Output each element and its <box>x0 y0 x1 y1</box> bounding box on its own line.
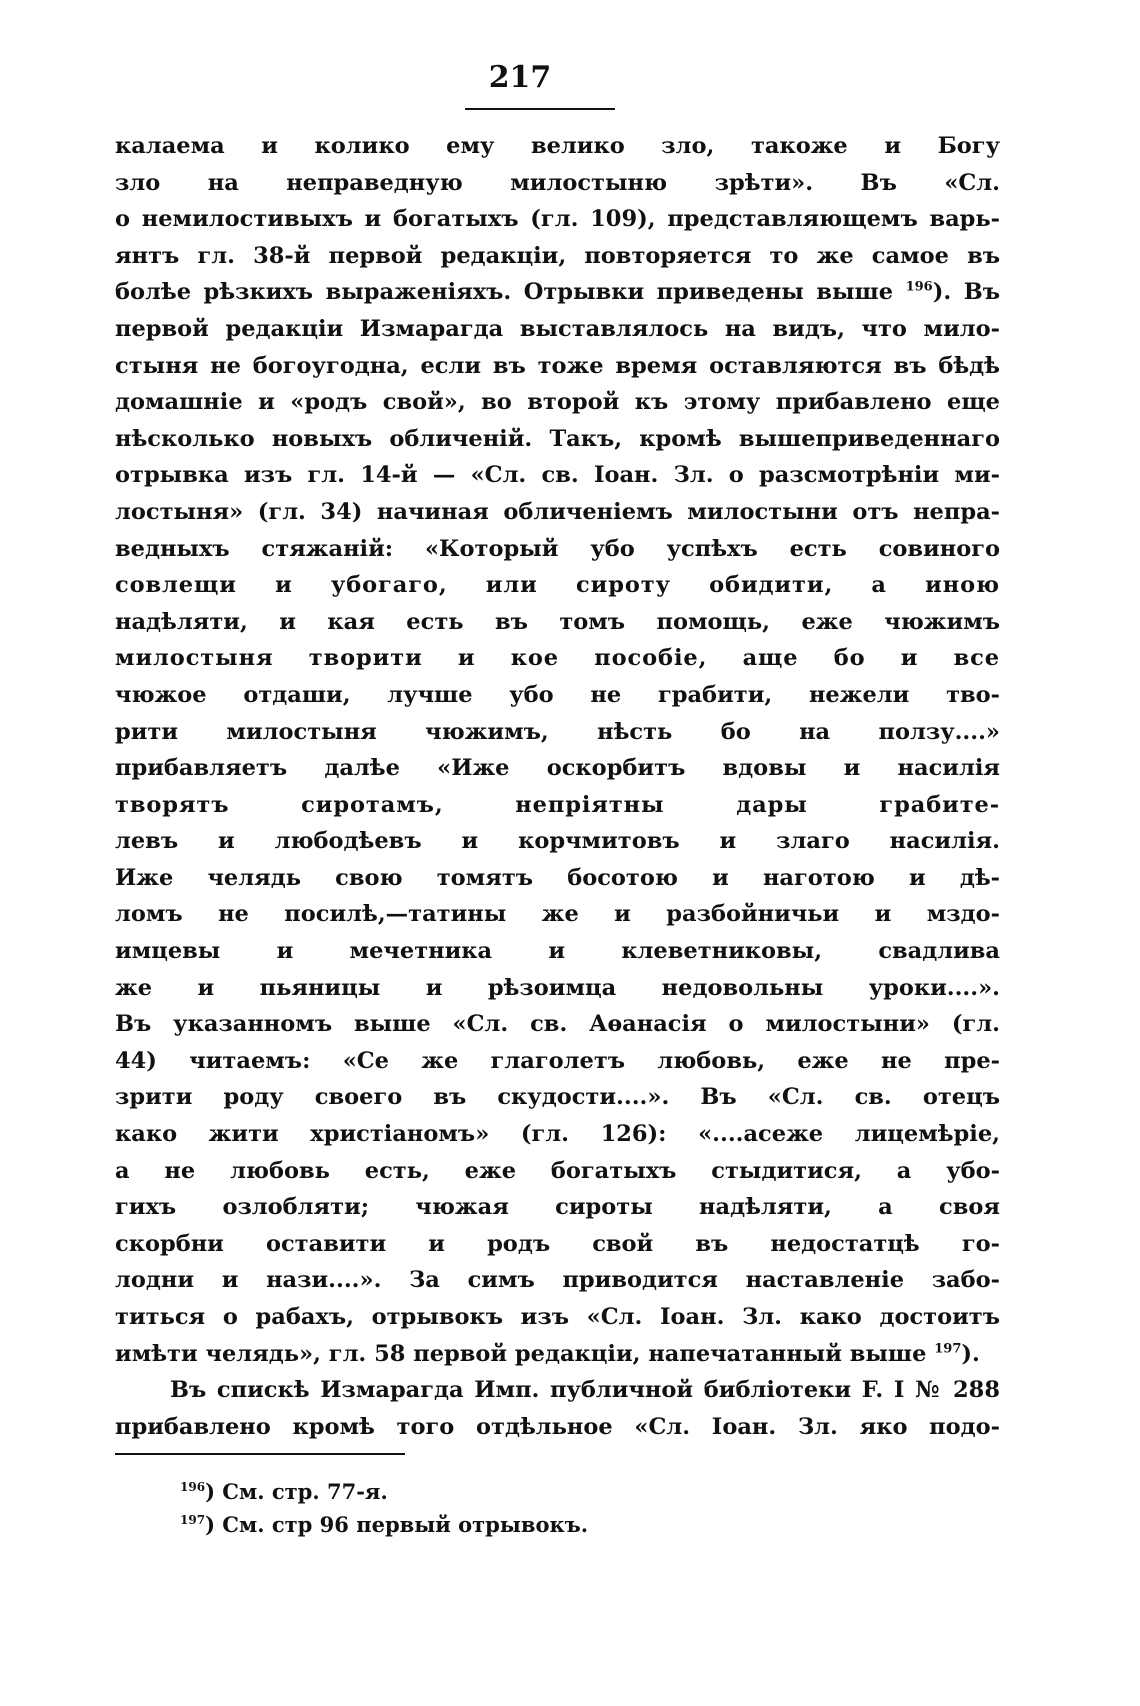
text-line: Иже челядь свою томятъ босотою и наготою и дѣ- <box>115 864 1000 891</box>
text-line: совлещи и убогаго, или сироту обидити, а иною <box>115 572 1000 599</box>
text-line: титься о рабахъ, отрывокъ изъ «Сл. Іоан. Зл. како достоитъ <box>115 1304 1000 1330</box>
text-line: зрити роду своего въ скудости....». Въ «Сл. св. отецъ <box>115 1084 1000 1111</box>
text-line: лостыня» (гл. 34) начиная обличеніемъ милостыни отъ непра- <box>115 498 1000 525</box>
text-line: лодни и нази....». За симъ приводится наставленіе забо- <box>115 1267 1000 1294</box>
text-line: калаема и колико ему велико зло, такоже и Богу <box>115 133 1000 159</box>
text-line: же и пьяницы и рѣзоимца недовольны уроки....». <box>115 974 1000 1001</box>
text-fragment: ). Въ <box>932 279 1001 306</box>
text-line: о немилостивыхъ и богатыхъ (гл. 109), представляющемъ варь- <box>115 206 1000 233</box>
text-line-with-ref <box>115 1336 1000 1373</box>
text-fragment: ). <box>961 1340 980 1367</box>
footnote-mark: 197 <box>180 1513 206 1527</box>
text-line: домашніе и «родъ свой», во второй къ этому прибавлено еще <box>115 389 1000 416</box>
text-line: имцевы и мечетника и клеветниковы, свадлива <box>115 938 1000 965</box>
text-line-with-ref <box>115 274 1000 311</box>
text-line: 44) читаемъ: «Се же глаголетъ любовь, еже не пре- <box>115 1047 1000 1074</box>
footnote-ref: 196 <box>905 279 933 295</box>
footnote-text: ) См. стр 96 первый отрывокъ. <box>205 1512 589 1537</box>
footnote-rule <box>115 1453 405 1455</box>
text-line: рити милостыня чюжимъ, нѣсть бо на ползу....» <box>115 718 1000 745</box>
text-line: левъ и любодѣевъ и корчмитовъ и злаго насилія. <box>115 828 1000 855</box>
text-line: Въ указанномъ выше «Сл. св. Аѳанасія о милостыни» (гл. <box>115 1011 1000 1038</box>
footnote <box>180 1508 880 1541</box>
text-line: зло на неправедную милостыню зрѣти». Въ «Сл. <box>115 169 1000 196</box>
footnote-text: ) См. стр. 77-я. <box>205 1479 388 1504</box>
text-line: имѣти челядь», гл. 58 первой редакціи, напечатанный выше <box>115 1340 927 1367</box>
header-rule <box>465 108 615 110</box>
footnote-mark: 196 <box>180 1480 206 1494</box>
text-line: а не любовь есть, еже богатыхъ стыдитися, а убо- <box>115 1157 1000 1184</box>
footnotes <box>180 1475 880 1541</box>
main-text <box>115 128 1000 1445</box>
text-line: скорбни оставити и родъ свой въ недостатцѣ го- <box>115 1230 1000 1257</box>
page-number: 217 <box>488 60 552 95</box>
text-line: гихъ озлобляти; чюжая сироты надѣляти, а своя <box>115 1194 1000 1221</box>
text-line: творятъ сиротамъ, непріятны дары грабите- <box>115 791 1000 818</box>
text-line: милостыня творити и кое пособіе, аще бо и все <box>115 645 1000 672</box>
text-line: надѣляти, и кая есть въ томъ помощь, еже чюжимъ <box>115 608 1000 635</box>
text-line: болѣе рѣзкихъ выраженіяхъ. Отрывки приведены выше <box>115 279 894 306</box>
text-line: отрывка изъ гл. 14-й — «Сл. св. Іоан. Зл. о разсмотрѣніи ми- <box>115 462 1000 489</box>
text-line: Въ спискѣ Измарагда Имп. публичной библіотеки F. I № 288 <box>170 1377 1000 1404</box>
footnote-ref: 197 <box>934 1341 962 1357</box>
text-line: прибавляетъ далѣе «Иже оскорбитъ вдовы и насилія <box>115 755 1000 782</box>
footnote <box>180 1475 880 1508</box>
text-line: стыня не богоугодна, если въ тоже время оставляются въ бѣдѣ <box>115 352 1000 379</box>
text-line: како жити христіаномъ» (гл. 126): «....асеже лицемѣріе, <box>115 1121 1000 1148</box>
text-line: ведныхъ стяжаній: «Который убо успѣхъ есть совиного <box>115 535 1000 562</box>
text-line: янтъ гл. 38-й первой редакціи, повторяется то же самое въ <box>115 242 1000 269</box>
text-line: ломъ не посилѣ,—татины же и разбойничьи и мздо- <box>115 901 1000 928</box>
text-line: нѣсколько новыхъ обличеній. Такъ, кромѣ вышеприведеннаго <box>115 425 1000 452</box>
text-line: прибавлено кромѣ того отдѣльное «Сл. Іоан. Зл. яко подо- <box>115 1413 1000 1440</box>
text-line: первой редакціи Измарагда выставлялось на видъ, что мило- <box>115 315 1000 342</box>
text-line: чюжое отдаши, лучше убо не грабити, нежели тво- <box>115 681 1000 708</box>
